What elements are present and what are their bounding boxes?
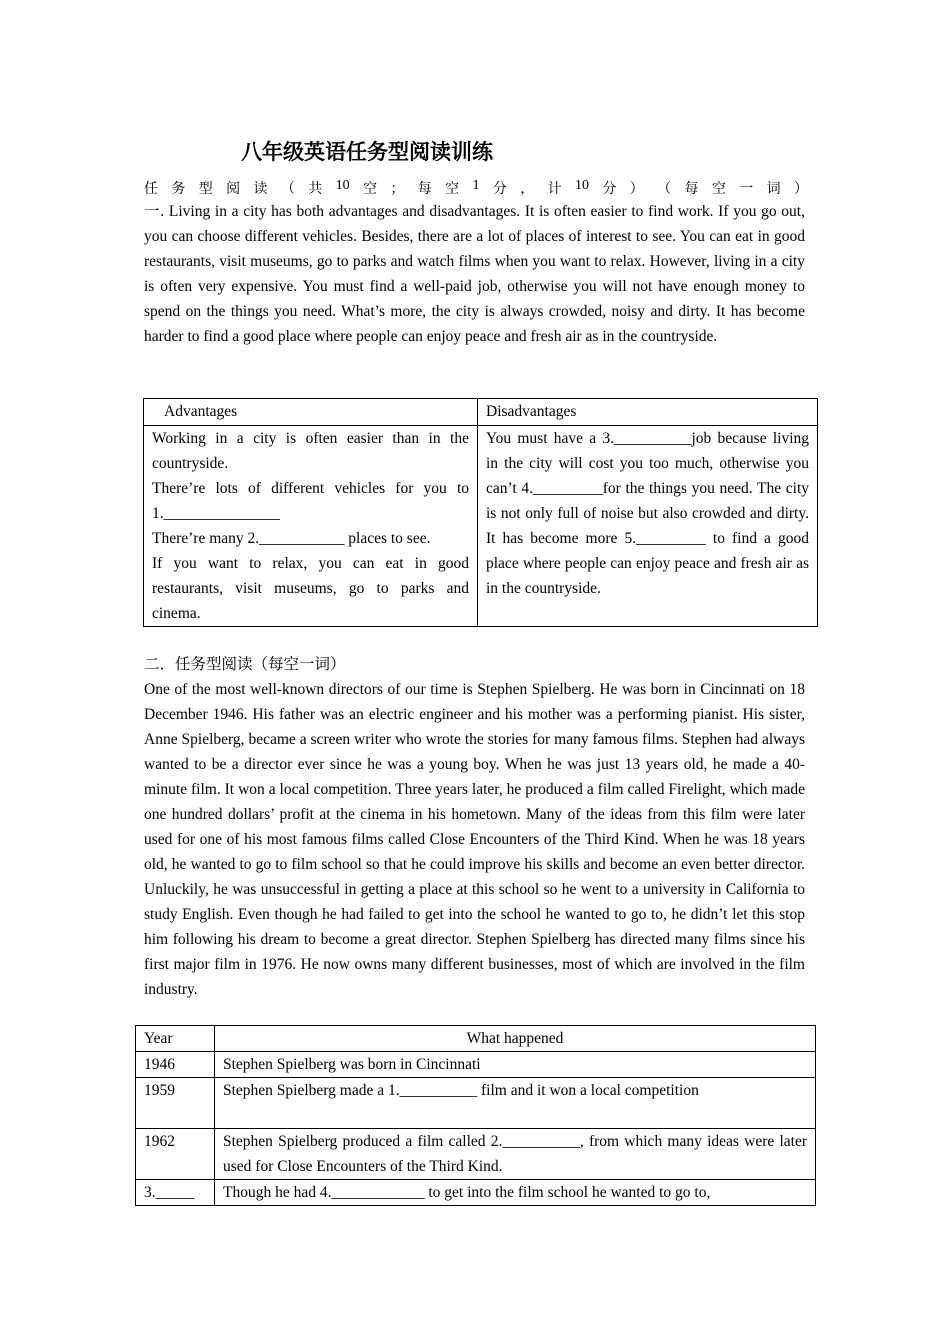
instruction-char: ） — [629, 182, 644, 197]
instruction-char: （ — [280, 182, 295, 197]
instruction-char: 务 — [171, 182, 186, 197]
year-cell: 3._____ — [136, 1180, 215, 1206]
instruction-char: 分 — [492, 182, 507, 197]
instruction-char: 1 — [472, 178, 480, 193]
instruction-char: 共 — [308, 182, 323, 197]
advantage-line: If you want to relax, you can eat in good restaurants, visit museums, go to parks and cinema. — [152, 555, 469, 622]
instruction-char: 10 — [575, 178, 589, 193]
instruction-char: 10 — [335, 178, 350, 193]
year-cell: 1959 — [136, 1078, 215, 1129]
advantage-line: There’re lots of different vehicles for you to 1._______________ — [152, 480, 469, 522]
instruction-char: 空 — [445, 182, 460, 197]
advantage-line: Working in a city is often easier than in the countryside. — [152, 430, 469, 472]
passage-1: 一. Living in a city has both advantages and disadvantages. It is often easier to find work. If you go out, you can choose different vehicles. Besides, there are a lot of places of interest to see. You can eat in good restaurants, visit museums, go to parks and watch films when you want to relax. However, living in a city is often very expensive. You must find a well-paid job, otherwise you will not have enough money to spend on the things you need. What’s more, the city is always crowded, noisy and dirty. It has become harder to find a good place where people can enjoy peace and fresh air as in the countryside. — [144, 203, 805, 345]
disadvantages-cell: You must have a 3.__________job because living in the city will cost you too much, otherwise you can’t 4._________for the things you need. The city is not only full of noise but also crowded and dirty. It has become more 5._________ to find a good place where people can enjoy peace and fresh air as in the countryside. — [478, 426, 818, 627]
instruction-char: ） — [794, 182, 808, 197]
instruction-char: 阅 — [226, 182, 241, 197]
instruction-char: 任 — [144, 182, 158, 197]
header-advantages: Advantages — [144, 399, 478, 426]
instruction-char: 每 — [684, 182, 699, 197]
event-cell: Stephen Spielberg was born in Cincinnati — [215, 1052, 816, 1078]
header-year: Year — [136, 1026, 215, 1052]
instruction-char: ， — [520, 182, 535, 197]
section-2-heading: 二．任务型阅读（每空一词） — [144, 656, 346, 673]
advantages-cell — [144, 426, 478, 627]
instruction-char: 计 — [547, 182, 562, 197]
event-cell: Though he had 4.____________ to get into the film school he wanted to go to, — [215, 1180, 816, 1206]
year-cell: 1962 — [136, 1129, 215, 1180]
passage-2: One of the most well-known directors of our time is Stephen Spielberg. He was born in Cincinnati on 18 December 1946. His father was an electric engineer and his mother was a performing pianist. His sister, Anne Spielberg, became a screen writer who wrote the stories for many famous films. Stephen had always wanted to be a director ever since he was a young boy. When he was just 13 years old, he made a 40-minute film. It won a local competition. Three years later, he produced a film called Firelight, which made one hundred dollars’ profit at the cinema in his hometown. Many of the ideas from this film were later used for one of his most famous films called Close Encounters of the Third Kind. When he was 18 years old, he wanted to go to film school so that he could improve his skills and become an even better director. Unluckily, he was unsuccessful in getting a place at this school so he went to a university in California to study English. Even though he had failed to get into the school he wanted to go to, he didn’t let this stop him following his dream to become a great director. Stephen Spielberg has directed many films since his first major film in 1976. He now owns many different businesses, most of which are involved in the film industry. — [144, 681, 805, 998]
instruction-char: 词 — [766, 182, 781, 197]
instruction-char: 空 — [363, 182, 377, 197]
instruction-char: 一 — [739, 182, 754, 197]
table-timeline — [135, 1025, 816, 1206]
instruction-char: ； — [390, 182, 405, 197]
header-disadvantages: Disadvantages — [478, 399, 818, 426]
instruction-char: 分 — [602, 182, 617, 197]
table-advantages-disadvantages — [143, 398, 818, 627]
instruction-char: 读 — [253, 182, 268, 197]
instruction-char: 型 — [198, 182, 213, 197]
instruction-char: 空 — [711, 182, 726, 197]
advantage-line: There’re many 2.___________ places to see. — [152, 530, 431, 547]
event-cell: Stephen Spielberg made a 1.__________ film and it won a local competition — [215, 1078, 816, 1129]
page-title: 八年级英语任务型阅读训练 — [241, 140, 493, 164]
event-cell: Stephen Spielberg produced a film called 2.__________, from which many ideas were later used for Close Encounters of the Third Kind. — [215, 1129, 816, 1180]
instruction-char: （ — [657, 182, 672, 197]
task-instruction — [144, 178, 808, 198]
instruction-char: 每 — [417, 182, 432, 197]
header-what-happened: What happened — [215, 1026, 816, 1052]
year-cell: 1946 — [136, 1052, 215, 1078]
